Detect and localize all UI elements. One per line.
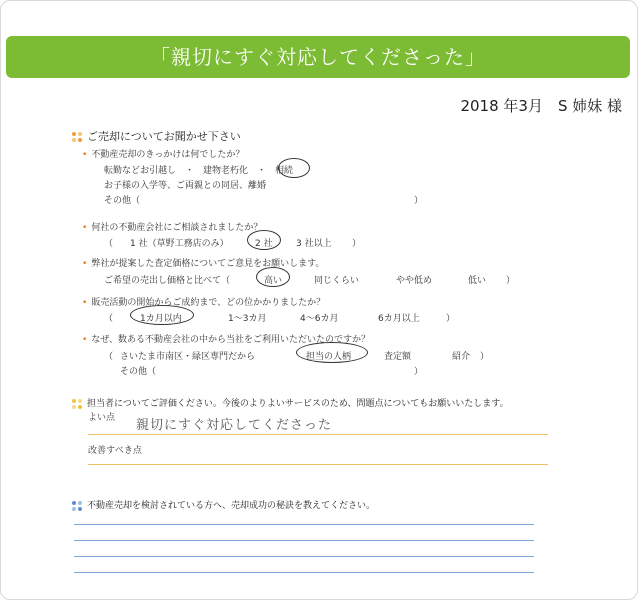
q1-answer-line2: お子様の入学等、ご両親との同居、離婚 — [104, 181, 267, 191]
q2-option-1: 1 社（草野工務店のみ） — [130, 239, 229, 249]
blue-dots-icon — [72, 501, 84, 511]
answer-rule-4 — [74, 572, 534, 573]
q5-option-2: 担当の人柄 — [306, 352, 352, 362]
section2-heading-text: 担当者についてご評価ください。今後のよりよいサービスのため、問題点についてもお願いいたします。 — [87, 399, 509, 409]
answer-rule-3 — [74, 556, 534, 557]
yellow-dots-icon — [72, 399, 84, 409]
q1-other-close: ） — [414, 196, 424, 206]
question-1: • 不動産売却のきっかけは何でしたか？ — [82, 150, 245, 160]
page-title: 「親切にすぐ対応してくださった」 — [150, 45, 486, 69]
q2-open-paren: （ — [104, 239, 114, 249]
section3-heading — [72, 498, 375, 511]
orange-dots-icon — [72, 132, 84, 142]
question-5-text: なぜ、数ある不動産会社の中から当社をご利用いただいたのですか？ — [91, 335, 371, 345]
q3-option-1: 高い — [264, 276, 283, 286]
q2-option-3: 3 社以上 — [296, 239, 332, 249]
question-4: • 販売活動の開始からご成約まで、どの位かかりましたか？ — [82, 298, 326, 308]
good-points-handwriting: 親切にすぐ対応してくださった — [136, 418, 333, 433]
q5-open-paren: （ — [104, 352, 114, 362]
section1-heading — [72, 128, 241, 144]
improve-points-label: 改善すべき点 — [88, 446, 142, 456]
title-banner — [6, 36, 630, 78]
q5-other-close: ） — [414, 367, 424, 377]
questionnaire-sheet — [60, 120, 580, 580]
q3-lead: ご希望の売出し価格と比べて（ — [104, 276, 231, 286]
question-2: • 何社の不動産会社にご相談されましたか？ — [82, 223, 263, 233]
q4-option-2: 1～3カ月 — [228, 314, 267, 324]
q5-option-3: 査定額 — [384, 352, 412, 362]
q2-circle-mark — [247, 230, 281, 250]
q1-answer-line1: 転勤などお引越し ・ 建物老朽化 ・ 相続 — [104, 166, 294, 176]
question-3: • 弊社が提案した査定価格についてご意見をお願いします。 — [82, 259, 325, 269]
question-5: • なぜ、数ある不動産会社の中から当社をご利用いただいたのですか？ — [82, 335, 371, 345]
section3-heading-text: 不動産売却を検討されている方へ、売却成功の秘訣を教えてください。 — [87, 501, 376, 511]
question-2-text: 何社の不動産会社にご相談されましたか？ — [91, 223, 263, 233]
q2-close-paren: ） — [352, 239, 362, 249]
q3-close-paren: ） — [506, 276, 516, 286]
improve-points-rule — [88, 464, 548, 465]
q3-circle-mark — [256, 267, 290, 287]
q3-option-4: 低い — [468, 276, 487, 286]
q2-option-2: 2 社 — [255, 239, 273, 249]
q4-option-1: 1カ月以内 — [140, 314, 182, 324]
q3-option-3: やや低め — [396, 276, 433, 286]
section1-heading-text: ご売却についてお聞かせ下さい — [87, 130, 241, 143]
q5-other-label: その他（ — [120, 367, 157, 377]
q5-option-1: さいたま市南区・緑区専門だから — [120, 352, 256, 362]
date-and-customer: 2018 年3月 S 姉妹 様 — [460, 97, 622, 115]
q5-option-4: 紹介 — [452, 352, 471, 362]
good-points-rule — [88, 434, 548, 435]
q4-close-paren: ） — [446, 314, 456, 324]
q1-other-label: その他（ — [104, 196, 141, 206]
q4-open-paren: （ — [104, 314, 114, 324]
q4-option-4: 6カ月以上 — [378, 314, 420, 324]
q5-close-paren: ） — [480, 352, 490, 362]
q1-circle-mark — [278, 158, 310, 178]
question-4-text: 販売活動の開始からご成約まで、どの位かかりましたか？ — [91, 298, 326, 308]
q4-circle-mark — [130, 305, 194, 325]
q4-option-3: 4～6カ月 — [300, 314, 339, 324]
q3-option-2: 同じくらい — [314, 276, 360, 286]
answer-rule-1 — [74, 524, 534, 525]
question-3-text: 弊社が提案した査定価格についてご意見をお願いします。 — [91, 259, 325, 269]
answer-rule-2 — [74, 540, 534, 541]
section2-heading — [72, 396, 509, 409]
q5-circle-mark — [296, 342, 368, 363]
question-1-text: 不動産売却のきっかけは何でしたか？ — [91, 150, 245, 160]
good-points-label: よい点 — [88, 413, 116, 423]
